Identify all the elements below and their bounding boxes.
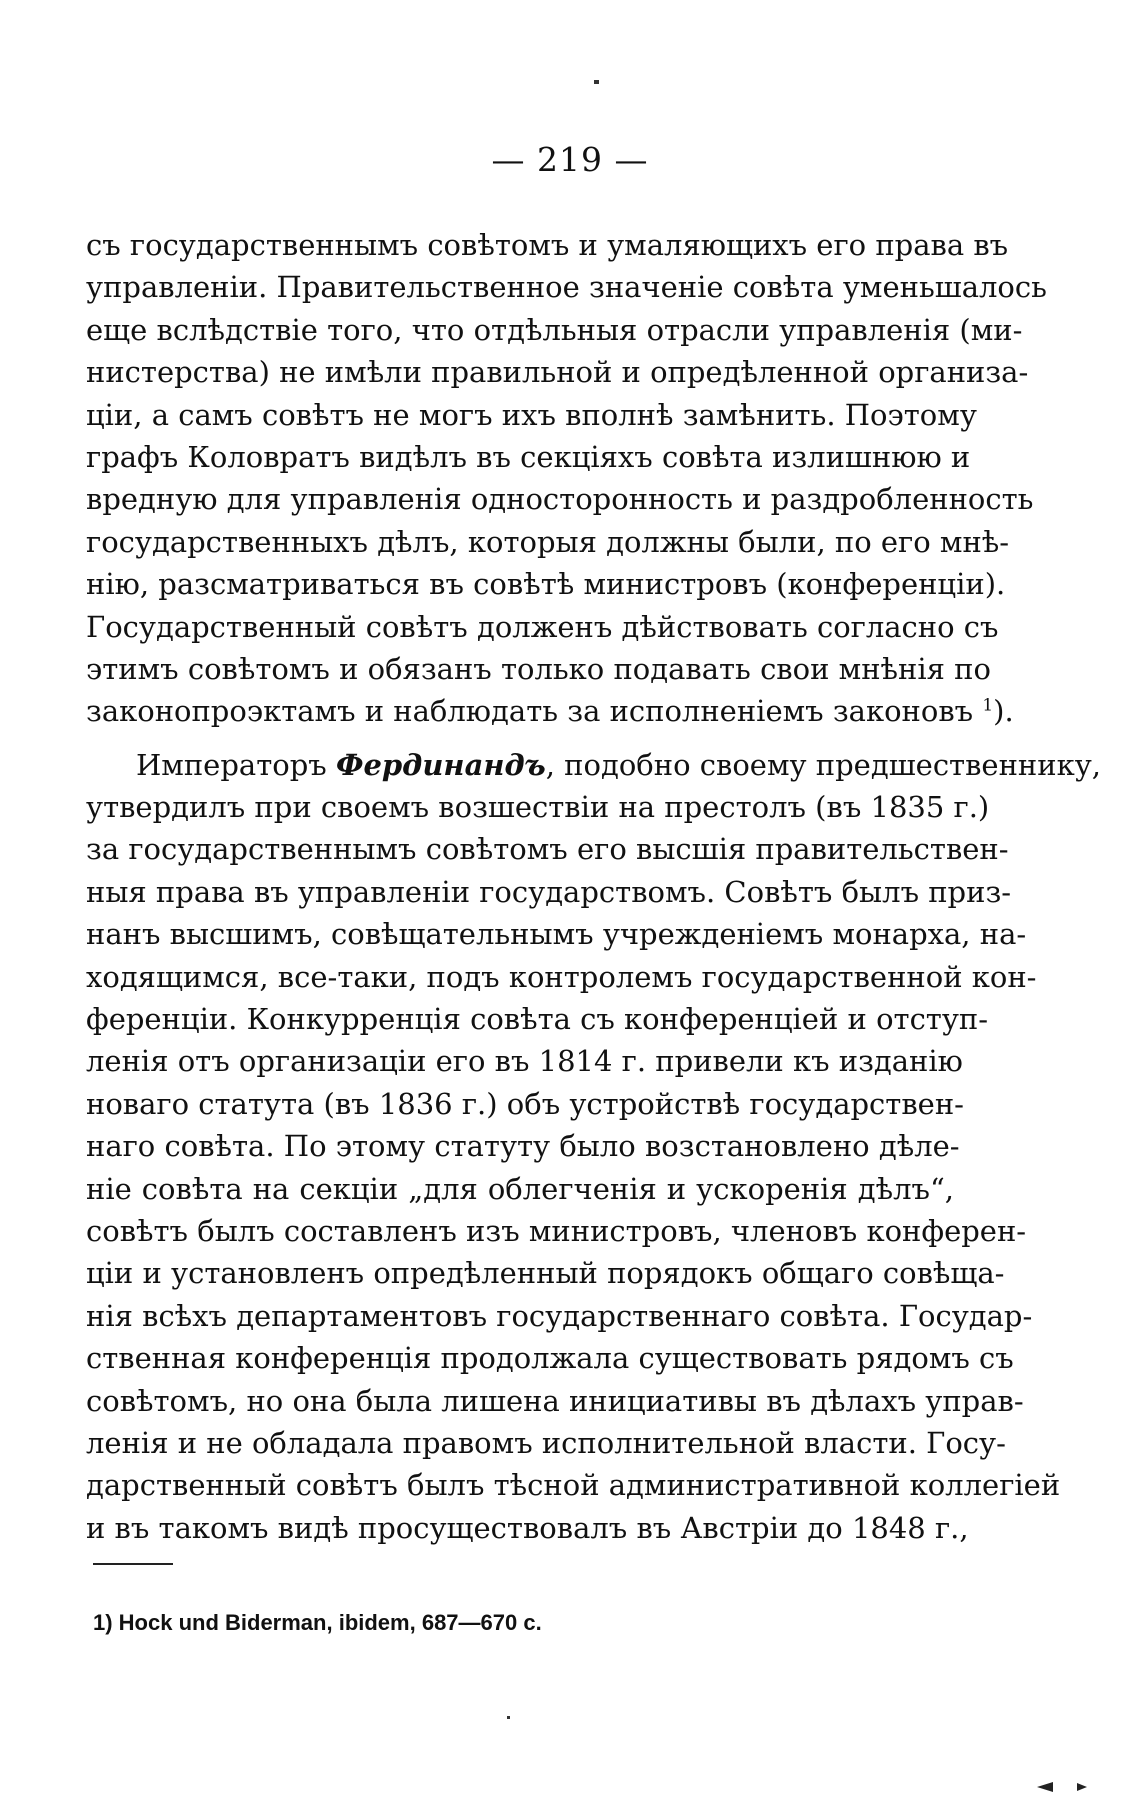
page-number: — 219 — (491, 140, 649, 179)
text-fragment: ). (993, 694, 1014, 729)
text-line (86, 690, 1014, 732)
print-mark-right (1077, 1783, 1087, 1791)
text-line: совѣтъ былъ составленъ изъ министровъ, членовъ конферен- (86, 1213, 1027, 1248)
text-line: нiе совѣта на секцiи „для облегченiя и ускоренiя дѣлъ“, (86, 1171, 954, 1206)
text-line: вредную для управленiя односторонность и раздробленность (86, 482, 1034, 517)
text-line: ленiя и не обладала правомъ исполнительной власти. Госу- (86, 1425, 1006, 1460)
text-line: утвердилъ при своемъ возшествiи на престолъ (въ 1835 г.) (86, 790, 990, 825)
text-line: нiю, разсматриваться въ совѣтѣ министровъ (конференцiи). (86, 567, 1006, 602)
text-line: цiи и установленъ опредѣленный порядокъ общаго совѣща- (86, 1256, 1005, 1291)
text-line: и въ такомъ видѣ просуществовалъ въ Австрiи до 1848 г., (86, 1510, 969, 1545)
text-line: совѣтомъ, но она была лишена инициативы въ дѣлахъ управ- (86, 1383, 1024, 1418)
text-line: ственная конференцiя продолжала существовать рядомъ съ (86, 1341, 1014, 1376)
text-line: ходящимся, все-таки, подъ контролемъ государственной кон- (86, 959, 1037, 994)
text-line: дарственный совѣтъ былъ тѣсной административной коллегiей (86, 1468, 1061, 1503)
text-line: съ государственнымъ совѣтомъ и умаляющихъ его права въ (86, 228, 1009, 262)
print-speck-top (594, 80, 599, 84)
text-line: за государственнымъ совѣтомъ его высшiя правительствен- (86, 832, 1009, 867)
footnote-divider (93, 1563, 173, 1565)
text-line: нистерства) не имѣли правильной и опредѣленной организа- (86, 355, 1029, 390)
footnote: 1) Hock und Biderman, ibidem, 687—670 c. (93, 1610, 542, 1635)
text-line: ленiя отъ организацiи его въ 1814 г. привели къ изданiю (86, 1044, 963, 1079)
emperor-name: Фердинандъ (335, 747, 546, 782)
text-line: цiи, а самъ совѣтъ не могъ ихъ вполнѣ замѣнить. Поэтому (86, 397, 977, 432)
text-line (86, 744, 1101, 786)
text-line: ференцiи. Конкурренцiя совѣта съ конференцiей и отступ- (86, 1002, 989, 1037)
text-line: управленiи. Правительственное значенiе совѣта уменьшалось (86, 270, 1047, 305)
footnote-reference: 1 (982, 695, 994, 716)
text-fragment: , подобно своему предшественнику, (545, 747, 1101, 782)
text-line: наго совѣта. По этому статуту было возстановлено дѣле- (86, 1129, 960, 1164)
body-text (86, 224, 1101, 1549)
text-fragment: Императоръ (136, 747, 327, 782)
text-line: Государственный совѣтъ долженъ дѣйствовать согласно съ (86, 609, 999, 644)
text-fragment: законопроэктамъ и наблюдать за исполненiемъ законовъ (86, 694, 974, 729)
text-line: этимъ совѣтомъ и обязанъ только подавать свои мнѣнiя по (86, 651, 991, 686)
text-line: графъ Коловратъ видѣлъ въ секцiяхъ совѣта излишнюю и (86, 439, 971, 474)
text-line: ныя права въ управленiи государствомъ. Совѣтъ былъ приз- (86, 874, 1012, 909)
text-line: нiя всѣхъ департаментовъ государственнаго совѣта. Государ- (86, 1298, 1033, 1333)
print-mark-left (1037, 1782, 1053, 1792)
print-speck-bottom (507, 1716, 510, 1719)
text-line: новаго статута (въ 1836 г.) объ устройствѣ государствен- (86, 1086, 964, 1121)
text-line: государственныхъ дѣлъ, которыя должны были, по его мнѣ- (86, 524, 1010, 559)
text-line: еще вслѣдствiе того, что отдѣльныя отрасли управленiя (ми- (86, 312, 1023, 347)
text-line: нанъ высшимъ, совѣщательнымъ учрежденiемъ монарха, на- (86, 917, 1027, 952)
